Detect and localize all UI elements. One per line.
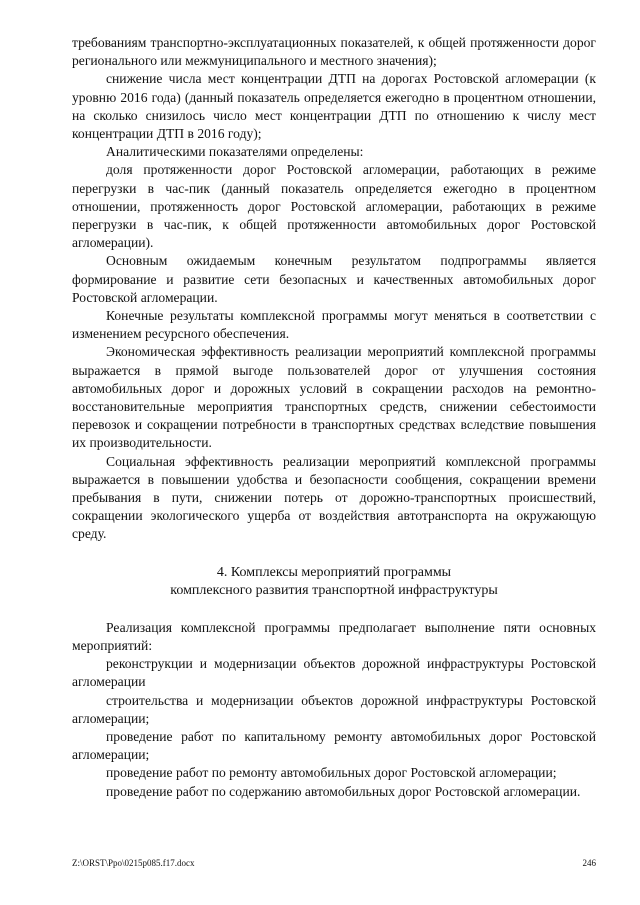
list-item-maintenance: проведение работ по содержанию автомобильных дорог Ростовской агломерации. — [106, 783, 581, 799]
paragraph-expected-result: Основным ожидаемым конечным результатом подпрограммы является формирование и развитие сети безопасных и качественных автомобильных дорог Ростовской агломерации. — [72, 253, 596, 305]
paragraph-analytic-heading: Аналитическими показателями определены: — [106, 144, 364, 160]
paragraph-social-efficiency: Социальная эффективность реализации мероприятий комплексной программы выражается в повышении удобства и безопасности сообщения, сокращении времени пребывания в пути, снижении потерь от дорожно-транспортных происшествий, сокращении экологического ущерба от воздействия автотранспорта на окружающую среду. — [72, 453, 596, 542]
paragraph-indicator-end: требованиям транспортно-эксплуатационных показателей, к общей протяженности дорог регионального или межмуниципального и местного значения); — [72, 35, 596, 69]
list-item-reconstruction: реконструкции и модернизации объектов дорожной инфраструктуры Ростовской агломерации — [72, 656, 596, 690]
section-heading — [72, 564, 596, 601]
paragraph-dtp-reduction: снижение числа мест концентрации ДТП на дорогах Ростовской агломерации (к уровню 2016 года) (данный показатель определяется ежегодно в процентном отношении, на сколько снизилось число мест концентрации ДТП по отношению к числу мест концентрации ДТП в 2016 году); — [72, 71, 596, 142]
paragraph-economic-efficiency: Экономическая эффективность реализации мероприятий комплексной программы выражается в прямой выгоде пользователей дорог от улучшения состояния автомобильных дорог и дорожных условий в сокращении расходов на ремонтно-восстановительные мероприятия транспортных средств, снижении себестоимости перевозок и сокращении потребности в транспортных средствах вследствие повышения их производительности. — [72, 344, 596, 451]
footer-file-path: Z:\ORST\Ppo\0215p085.f17.docx — [72, 858, 195, 868]
list-item-repair: проведение работ по ремонту автомобильных дорог Ростовской агломерации; — [106, 765, 557, 781]
section-title-line-1: 4. Комплексы мероприятий программы — [216, 564, 452, 580]
list-item-construction: строительства и модернизации объектов дорожной инфраструктуры Ростовской агломерации; — [72, 692, 596, 726]
page-content — [72, 34, 596, 801]
paragraph-program-implementation: Реализация комплексной программы предполагает выполнение пяти основных мероприятий: — [72, 619, 596, 653]
paragraph-final-results: Конечные результаты комплексной программы могут меняться в соответствии с изменением ресурсного обеспечения. — [72, 308, 596, 342]
page-number: 246 — [582, 858, 596, 868]
section-title-line-2: комплексного развития транспортной инфраструктуры — [170, 583, 498, 599]
list-item-capital-repair: проведение работ по капитальному ремонту автомобильных дорог Ростовской агломерации; — [72, 728, 596, 763]
paragraph-overload-share: доля протяженности дорог Ростовской агломерации, работающих в режиме перегрузки в час-пик (данный показатель определяется ежегодно в процентном отношении, протяженность дорог Ростовской агломерации, работающих в режиме перегрузки в час-пик, к общей протяженности автомобильных дорог Ростовской агломерации). — [72, 162, 596, 251]
